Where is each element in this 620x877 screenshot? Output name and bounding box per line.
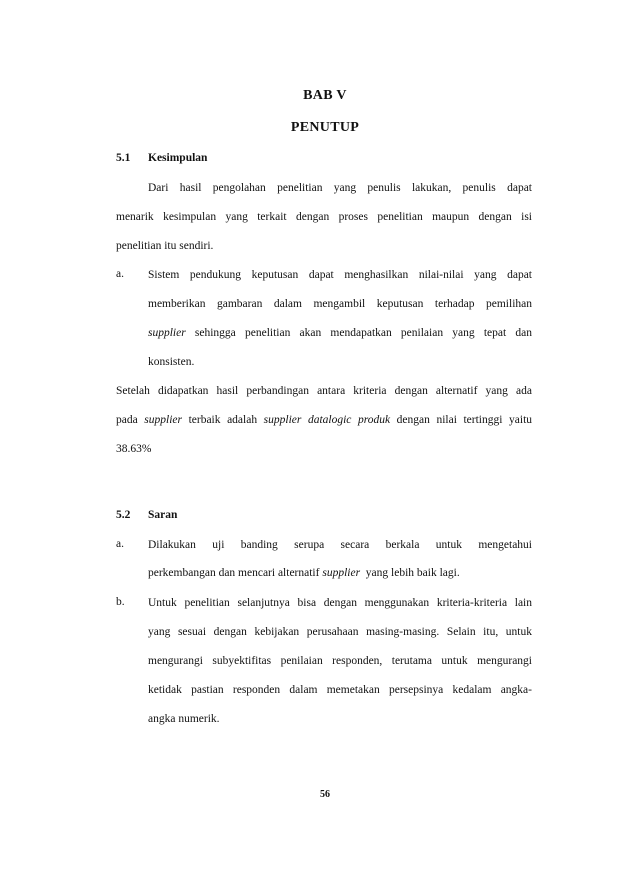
page-number: 56: [320, 789, 330, 800]
chapter-title: PENUTUP: [290, 120, 360, 135]
list-item-line: [148, 566, 460, 580]
list-item-line: Untuk penelitian selanjutnya bisa dengan menggunakan kriteria-kriteria lain: [148, 597, 532, 609]
list-item-line: angka numerik.: [148, 713, 220, 725]
paragraph-line: menarik kesimpulan yang terkait dengan proses penelitian maupun dengan isi: [116, 211, 532, 223]
list-item-line: [148, 326, 532, 340]
list-item-line: mengurangi subyektifitas penilaian responden, terutama untuk mengurangi: [148, 655, 532, 667]
text-run: dengan nilai tertinggi yaitu: [390, 414, 533, 426]
list-item-line: konsisten.: [148, 356, 195, 368]
chapter-label: BAB V: [303, 88, 347, 103]
paragraph-line: Dari hasil pengolahan penelitian yang penulis lakukan, penulis dapat: [148, 182, 532, 194]
italic-term: supplier: [322, 567, 361, 579]
italic-term: supplier: [148, 327, 186, 339]
text-run: pada: [116, 414, 145, 426]
text-run: terbaik adalah: [182, 414, 264, 426]
list-label: a.: [116, 268, 124, 280]
list-item-line: Dilakukan uji banding serupa secara berkala untuk mengetahui: [148, 539, 532, 551]
list-item-line: ketidak pastian responden dalam memetakan persepsinya kedalam angka-: [148, 684, 532, 696]
list-label: a.: [116, 538, 124, 550]
list-item-line: yang sesuai dengan kebijakan perusahaan masing-masing. Selain itu, untuk: [148, 626, 532, 638]
section-title-conclusion: Kesimpulan: [148, 152, 208, 164]
text-run: perkembangan dan mencari alternatif: [148, 567, 323, 579]
section-number-suggestion: 5.2: [116, 509, 131, 521]
italic-term: supplier: [144, 414, 182, 426]
section-title-suggestion: Saran: [148, 509, 178, 521]
italic-term: supplier datalogic produk: [263, 414, 391, 426]
result-line: 38.63%: [116, 443, 152, 455]
text-run: yang lebih baik lagi.: [360, 567, 460, 579]
list-item-line: Sistem pendukung keputusan dapat menghasilkan nilai-nilai yang dapat: [148, 269, 532, 281]
result-line: Setelah didapatkan hasil perbandingan antara kriteria dengan alternatif yang ada: [116, 385, 532, 397]
list-label: b.: [116, 596, 125, 608]
list-item-line: memberikan gambaran dalam mengambil keputusan terhadap pemilihan: [148, 298, 532, 310]
result-line: [116, 413, 532, 427]
section-number-conclusion: 5.1: [116, 152, 131, 164]
text-run: sehingga penelitian akan mendapatkan penilaian yang tepat dan: [185, 327, 532, 339]
paragraph-line: penelitian itu sendiri.: [116, 240, 214, 252]
